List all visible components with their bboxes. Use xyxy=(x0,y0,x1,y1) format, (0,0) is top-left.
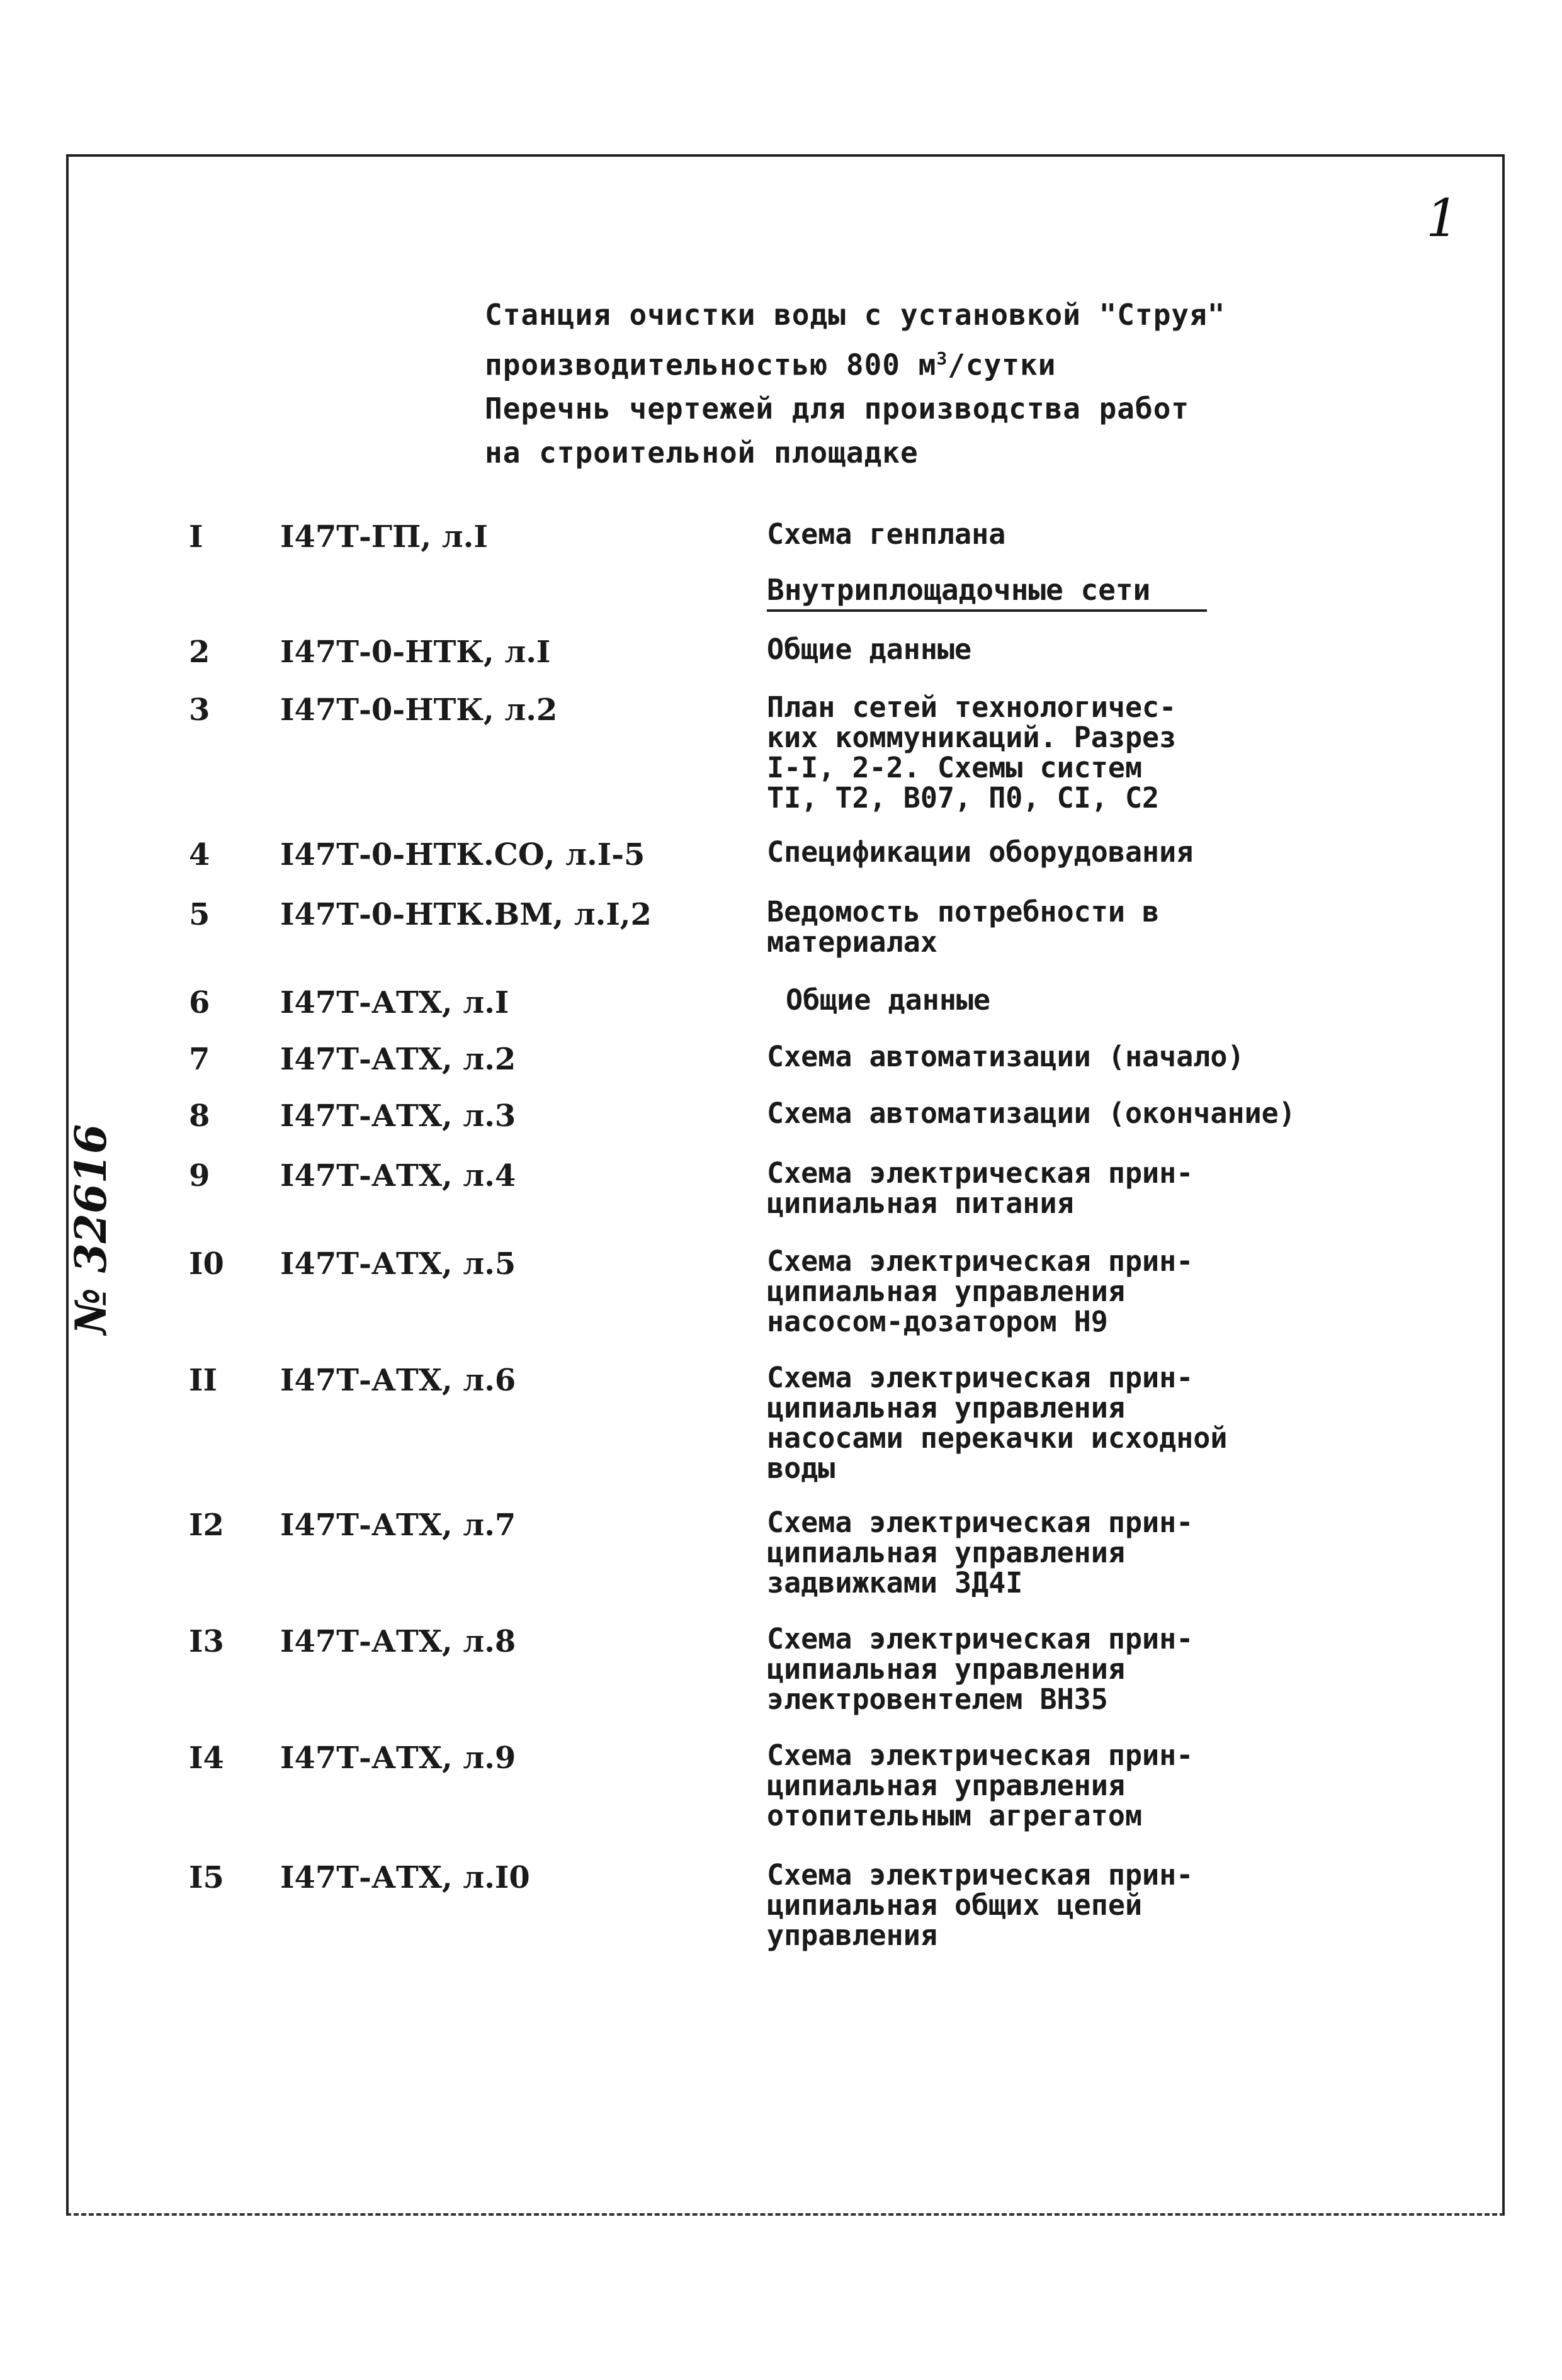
description-line: План сетей технологичес- xyxy=(767,691,1177,724)
description-line: ципиальная питания xyxy=(767,1187,1074,1220)
drawing-code: I47Т-АТХ, л.I xyxy=(280,985,509,1020)
drawing-code: I47Т-АТХ, л.I0 xyxy=(280,1860,530,1895)
description-line: ципиальная управления xyxy=(767,1652,1125,1686)
description-line: Ведомость потребности в xyxy=(767,895,1160,928)
drawing-description xyxy=(767,692,1333,813)
description-line: отопительным агрегатом xyxy=(767,1799,1143,1832)
description-line: Схема автоматизации (начало) xyxy=(767,1040,1245,1073)
description-line: воды xyxy=(767,1452,835,1485)
item-number: 9 xyxy=(189,1158,210,1193)
header-line-2-sup: 3 xyxy=(936,348,948,369)
drawing-code: I47Т-0-НТК.ВМ, л.I,2 xyxy=(280,897,652,932)
archive-stamp: № 32616 xyxy=(66,1124,116,1334)
drawing-code: I47Т-АТХ, л.2 xyxy=(280,1042,516,1077)
item-number: 6 xyxy=(189,985,210,1020)
description-line: материалах xyxy=(767,925,937,959)
description-line: ких коммуникаций. Разрез xyxy=(767,721,1177,754)
header-line-2-b: /сутки xyxy=(948,347,1056,382)
drawing-code: I47Т-АТХ, л.4 xyxy=(280,1158,516,1193)
description-line: электровентелем ВН35 xyxy=(767,1683,1108,1716)
drawing-code: I47Т-АТХ, л.9 xyxy=(280,1740,516,1776)
description-line: Общие данные xyxy=(767,633,972,666)
item-number: II xyxy=(189,1363,217,1398)
drawing-description xyxy=(786,985,1352,1015)
drawing-code: I47Т-ГП, л.I xyxy=(280,519,488,555)
description-line: Схема автоматизации (окончание) xyxy=(767,1097,1296,1130)
description-line: Схема электрическая прин- xyxy=(767,1622,1194,1655)
section-subheading: Внутриплощадочные сети xyxy=(767,573,1207,612)
header-line-3: Перечнь чертежей для производства работ xyxy=(485,392,1190,426)
item-number: I3 xyxy=(189,1624,224,1659)
description-line: Спецификации оборудования xyxy=(767,835,1194,869)
description-line: ципиальная управления xyxy=(767,1391,1125,1424)
item-number: 5 xyxy=(189,897,210,932)
drawing-code: I47Т-АТХ, л.5 xyxy=(280,1246,516,1282)
drawing-description xyxy=(767,1098,1333,1129)
description-line: насосами перекачки исходной xyxy=(767,1421,1228,1455)
drawing-code: I47Т-0-НТК.СО, л.I-5 xyxy=(280,837,645,872)
description-line: ципиальная управления xyxy=(767,1769,1125,1802)
drawing-description xyxy=(767,1158,1333,1219)
description-line: управления xyxy=(767,1919,937,1952)
drawing-code: I47Т-0-НТК, л.2 xyxy=(280,692,558,728)
description-line: Схема электрическая прин- xyxy=(767,1739,1194,1772)
description-line: насосом-дозатором Н9 xyxy=(767,1305,1108,1338)
item-number: 8 xyxy=(189,1098,210,1134)
description-line: Схема электрическая прин- xyxy=(767,1361,1194,1394)
description-line: ципиальная общих цепей xyxy=(767,1888,1143,1922)
description-line: Схема электрическая прин- xyxy=(767,1244,1194,1278)
item-number: I2 xyxy=(189,1508,224,1543)
item-number: 7 xyxy=(189,1042,210,1077)
item-number: I5 xyxy=(189,1860,224,1895)
drawing-description xyxy=(767,1624,1333,1715)
item-number: 4 xyxy=(189,837,210,872)
description-line: Схема электрическая прин- xyxy=(767,1156,1194,1190)
description-line: Общие данные xyxy=(786,983,991,1017)
item-number: I xyxy=(189,519,203,555)
item-number: I4 xyxy=(189,1740,224,1776)
drawing-description xyxy=(767,634,1333,665)
header-line-4: на строительной площадке xyxy=(485,436,919,470)
drawing-description xyxy=(767,1860,1333,1951)
page-number: 1 xyxy=(1426,189,1459,249)
item-number: I0 xyxy=(189,1246,224,1282)
description-line: I-I, 2-2. Схемы систем xyxy=(767,751,1143,784)
item-number: 3 xyxy=(189,692,210,728)
description-line: Схема генплана xyxy=(767,517,1006,551)
drawing-description xyxy=(767,837,1333,867)
header-line-2 xyxy=(485,337,1303,386)
drawing-code: I47Т-АТХ, л.8 xyxy=(280,1624,516,1659)
drawing-description xyxy=(767,519,1333,550)
description-line: Схема электрическая прин- xyxy=(767,1506,1194,1539)
drawing-description xyxy=(767,897,1333,957)
description-line: ципиальная управления xyxy=(767,1536,1125,1569)
drawing-description xyxy=(767,1042,1333,1072)
drawing-code: I47Т-АТХ, л.6 xyxy=(280,1363,516,1398)
document-header xyxy=(485,293,1303,475)
drawing-code: I47Т-АТХ, л.3 xyxy=(280,1098,516,1134)
description-line: задвижками 3Д4I xyxy=(767,1566,1023,1599)
drawing-description xyxy=(767,1363,1333,1484)
item-number: 2 xyxy=(189,634,210,670)
description-line: Схема электрическая прин- xyxy=(767,1858,1194,1892)
description-line: TI, T2, B07, П0, CI, C2 xyxy=(767,781,1160,815)
header-line-2-a: производительностью 800 м xyxy=(485,347,937,382)
header-line-1: Станция очистки воды с установкой "Струя" xyxy=(485,298,1226,332)
drawing-code: I47Т-0-НТК, л.I xyxy=(280,634,551,670)
description-line: ципиальная управления xyxy=(767,1275,1125,1308)
drawing-description xyxy=(767,1740,1333,1831)
drawing-description xyxy=(767,1508,1333,1598)
drawing-description xyxy=(767,1246,1333,1337)
drawing-code: I47Т-АТХ, л.7 xyxy=(280,1508,516,1543)
